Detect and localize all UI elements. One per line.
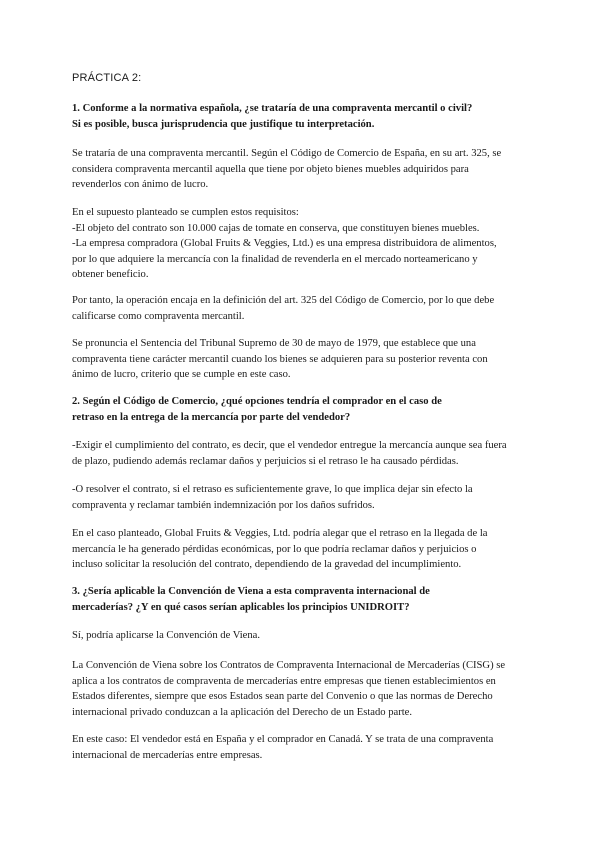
paragraph-line: considera compraventa mercantil aquella que tiene por objeto bienes muebles adquiridos para xyxy=(72,163,469,175)
question-3-line: 3. ¿Sería aplicable la Convención de Viena a esta compraventa internacional de xyxy=(72,586,430,597)
paragraph-line: internacional privado conduzcan a la aplicación del Derecho de un Estado parte. xyxy=(72,706,413,718)
paragraph-line: En este caso: El vendedor está en España y el comprador en Canadá. Y se trata de una compraventa xyxy=(72,734,494,745)
question-3-line: mercaderías? ¿Y en qué casos serían aplicables los principios UNIDROIT? xyxy=(72,601,410,613)
option-fulfilment-paragraph xyxy=(72,438,532,469)
paragraph-line: compraventa tiene carácter mercantil cuando los bienes se adquieren para su posterior reventa con xyxy=(72,353,488,365)
paragraph-line: La Convención de Viena sobre los Contratos de Compraventa Internacional de Mercaderías (CISG) se xyxy=(72,660,506,671)
paragraph-line: Se trataría de una compraventa mercantil. Según el Código de Comercio de España, en su art. 325, se xyxy=(72,148,502,159)
question-3 xyxy=(72,584,532,615)
paragraph-line: revenderlos con ánimo de lucro. xyxy=(72,179,209,190)
paragraph-line: Por tanto, la operación encaja en la definición del art. 325 del Código de Comercio, por lo que debe xyxy=(72,295,495,306)
paragraph-line: -La empresa compradora (Global Fruits & Veggies, Ltd.) es una empresa distribuidora de alimentos, xyxy=(72,238,497,249)
paragraph-line: incluso solicitar la resolución del contrato, dependiendo de la gravedad del incumplimiento. xyxy=(72,559,462,570)
paragraph-line: Estados diferentes, siempre que esos Estados sean parte del Convenio o que las normas de Derecho xyxy=(72,691,493,702)
paragraph-line: Sí, podría aplicarse la Convención de Viena. xyxy=(72,630,261,641)
paragraph-line: ánimo de lucro, criterio que se cumple en este caso. xyxy=(72,369,291,380)
paragraph-line: de plazo, pudiendo además reclamar daños y perjuicios si el retraso le ha causado pérdidas. xyxy=(72,455,459,467)
paragraph-line: Se pronuncia el Sentencia del Tribunal Supremo de 30 de mayo de 1979, que establece que una xyxy=(72,338,476,349)
requirements-paragraph xyxy=(72,205,532,283)
paragraph-line: calificarse como compraventa mercantil. xyxy=(72,310,245,322)
paragraph-line: mercancía le ha generado pérdidas económicas, por lo que podría reclamar daños y perjuicios o xyxy=(72,543,477,555)
question-1 xyxy=(72,101,532,132)
conclusion-paragraph xyxy=(72,293,532,324)
question-2-line: 2. Según el Código de Comercio, ¿qué opciones tendría el comprador en el caso de xyxy=(72,396,442,407)
question-1-line: 1. Conforme a la normativa española, ¿se trataría de una compraventa mercantil o civil? xyxy=(72,103,473,114)
paragraph-line: En el supuesto planteado se cumplen estos requisitos: xyxy=(72,207,299,218)
paragraph-line: -Exigir el cumplimiento del contrato, es decir, que el vendedor entregue la mercancía aunque sea fuera xyxy=(72,440,507,451)
paragraph-line: por lo que adquiere la mercancía con la finalidad de revenderla en el mercado norteamericano y xyxy=(72,253,478,265)
jurisprudence-paragraph xyxy=(72,336,532,383)
paragraph-line: internacional de mercaderías entre empresas. xyxy=(72,749,263,761)
question-2-line: retraso en la entrega de la mercancía por parte del vendedor? xyxy=(72,411,351,423)
answer-3-paragraph xyxy=(72,628,532,644)
case-cisg-paragraph xyxy=(72,732,532,763)
cisg-paragraph xyxy=(72,658,532,720)
question-2 xyxy=(72,394,532,425)
paragraph-line: En el caso planteado, Global Fruits & Veggies, Ltd. podría alegar que el retraso en la llegada de la xyxy=(72,528,488,539)
option-termination-paragraph xyxy=(72,482,532,513)
paragraph-line: -O resolver el contrato, si el retraso es suficientemente grave, lo que implica dejar sin efecto la xyxy=(72,484,473,495)
page-title: PRÁCTICA 2: xyxy=(72,72,142,84)
question-1-line: Si es posible, busca jurisprudencia que justifique tu interpretación. xyxy=(72,118,375,130)
answer-1-paragraph xyxy=(72,146,532,193)
paragraph-line: compraventa y reclamar también indemnización por los daños sufridos. xyxy=(72,499,375,511)
paragraph-line: -El objeto del contrato son 10.000 cajas de tomate en conserva, que constituyen bienes muebles. xyxy=(72,222,480,234)
paragraph-line: aplica a los contratos de compraventa de mercaderías entre empresas que tienen establecimientos en xyxy=(72,675,496,687)
paragraph-line: obtener beneficio. xyxy=(72,269,149,280)
case-analysis-paragraph xyxy=(72,526,532,573)
